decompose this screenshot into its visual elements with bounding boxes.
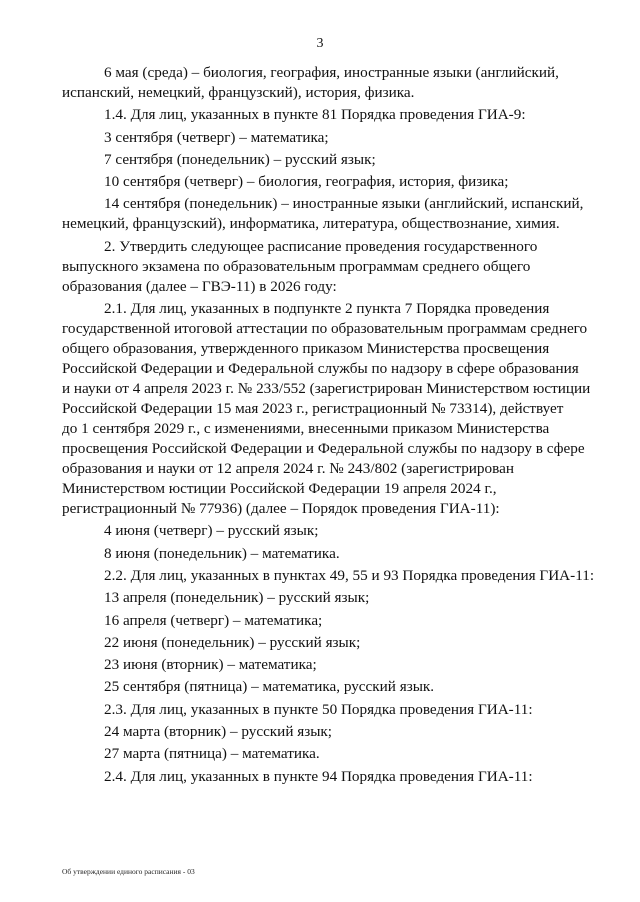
paragraph-sep25: 25 сентября (пятница) – математика, русский язык.	[104, 678, 435, 696]
paragraph-sep14: 14 сентября (понедельник) – иностранные языки (английский, испанский, немецкий, французский), информатика, литература, обществознание, химия.	[62, 195, 584, 233]
paragraph-2-4: 2.4. Для лиц, указанных в пункте 94 Порядка проведения ГИА-11:	[104, 767, 533, 785]
paragraph-2-2: 2.2. Для лиц, указанных в пунктах 49, 55 и 93 Порядка проведения ГИА-11:	[104, 566, 595, 584]
paragraph-apr13: 13 апреля (понедельник) – русский язык;	[104, 589, 370, 607]
paragraph-sep7: 7 сентября (понедельник) – русский язык;	[104, 150, 376, 168]
paragraph-2-3: 2.3. Для лиц, указанных в пункте 50 Порядка проведения ГИА-11:	[104, 700, 533, 718]
paragraph-mar27: 27 марта (пятница) – математика.	[104, 745, 320, 763]
paragraph-jun23: 23 июня (вторник) – математика;	[104, 656, 317, 674]
paragraph-apr16: 16 апреля (четверг) – математика;	[104, 611, 323, 629]
paragraph-mar24: 24 марта (вторник) – русский язык;	[104, 723, 333, 741]
paragraph-sep3: 3 сентября (четверг) – математика;	[104, 128, 329, 146]
document-body	[62, 63, 610, 789]
paragraph-jun22: 22 июня (понедельник) – русский язык;	[104, 633, 361, 651]
paragraph-sep10: 10 сентября (четверг) – биология, география, история, физика;	[104, 173, 509, 191]
page-number: 3	[316, 36, 324, 51]
paragraph-jun4: 4 июня (четверг) – русский язык;	[104, 522, 319, 540]
paragraph-2: 2. Утвердить следующее расписание проведения государственного выпускного экзамена по образовательным программам среднего общего образования (далее – ГВЭ-11) в 2026 году:	[62, 237, 538, 295]
paragraph-1-4: 1.4. Для лиц, указанных в пункте 81 Порядка проведения ГИА-9:	[104, 106, 526, 124]
paragraph-may6: 6 мая (среда) – биология, география, иностранные языки (английский, испанский, немецкий, французский), история, физика.	[62, 64, 559, 101]
page-footer: Об утверждении единого расписания - 03	[62, 867, 195, 876]
paragraph-2-1: 2.1. Для лиц, указанных в подпункте 2 пункта 7 Порядка проведения государственной итоговой аттестации по образовательным программам среднего общего образования, утвержденного приказом Министерства просвещения Российской Федерации и Федеральной службы по надзору в сфере образования и науки от 4 апреля 2023 г. № 233/552 (зарегистрирован Министерством юстиции Российской Федерации 15 мая 2023 г., регистрационный № 73314), действует до 1 сентября 2029 г., с изменениями, внесенными приказом Министерства просвещения Российской Федерации и Федеральной службы по надзору в сфере образования и науки от 12 апреля 2024 г. № 243/802 (зарегистрирован Министерством юстиции Российской Федерации 19 апреля 2024 г., регистрационный № 77936) (далее – Порядок проведения ГИА-11):	[62, 300, 591, 518]
paragraph-jun8: 8 июня (понедельник) – математика.	[104, 544, 340, 562]
